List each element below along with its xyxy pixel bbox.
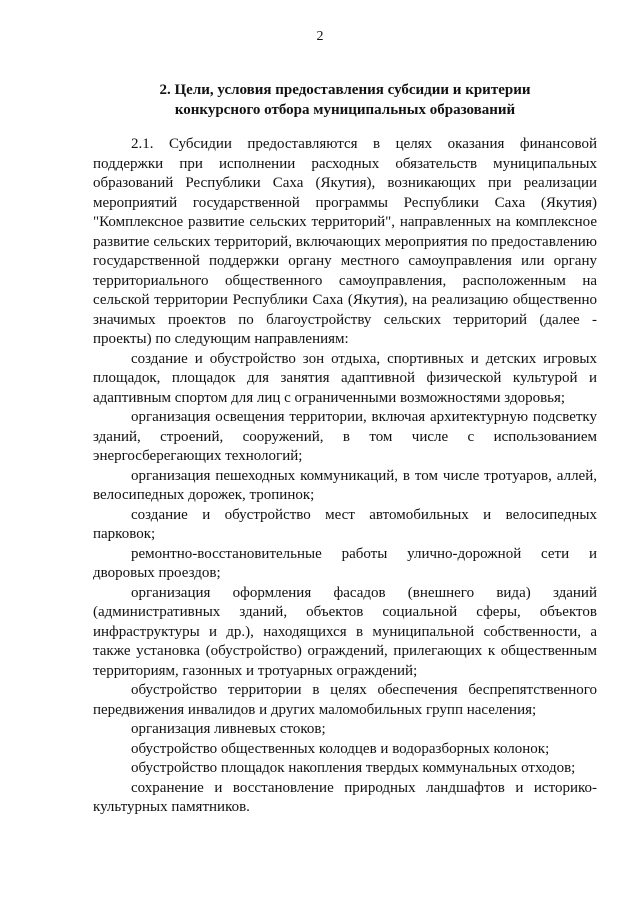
- list-item-storm-drains: организация ливневых стоков;: [131, 721, 326, 737]
- section-heading-line-1: 2. Цели, условия предоставления субсидии и критерии: [159, 82, 531, 98]
- section-heading-line-2: конкурсного отбора муниципальных образований: [174, 102, 516, 118]
- list-item-accessibility: обустройство территории в целях обеспечения беспрепятственного передвижения инвалидов и других маломобильных групп населения;: [93, 682, 597, 718]
- list-item-lighting: организация освещения территории, включая архитектурную подсветку зданий, строений, сооружений, в том числе с использованием энергосберегающих технологий;: [93, 409, 597, 464]
- list-item-waste-sites: обустройство площадок накопления твердых коммунальных отходов;: [131, 760, 576, 776]
- list-item-recreation-zones: создание и обустройство зон отдыха, спортивных и детских игровых площадок, площадок для занятия адаптивной физической культурой и адаптивным спортом для лиц с ограниченными возможностями здоровья;: [93, 350, 597, 406]
- list-item-wells: обустройство общественных колодцев и водоразборных колонок;: [131, 740, 550, 757]
- list-item-landscapes: сохранение и восстановление природных ландшафтов и историко-культурных памятников.: [93, 779, 597, 815]
- page-number: 2: [316, 29, 324, 44]
- list-item-facades: организация оформления фасадов (внешнего вида) зданий (административных зданий, объектов социальной сферы, объектов инфраструктуры и др.), находящихся в муниципальной собственности, а также установка (обустройство) ограждений, прилегающих к общественным территориям, газонных и тротуарных ограждений;: [93, 584, 597, 679]
- list-item-parking: создание и обустройство мест автомобильных и велосипедных парковок;: [93, 506, 597, 542]
- section-heading: [93, 80, 597, 120]
- list-item-road-repair: ремонтно-восстановительные работы улично-дорожной сети и дворовых проездов;: [93, 545, 597, 581]
- list-item-pedestrian: организация пешеходных коммуникаций, в том числе тротуаров, аллей, велосипедных дорожек, тропинок;: [93, 467, 597, 503]
- paragraph-2-1: 2.1. Субсидии предоставляются в целях оказания финансовой поддержки при исполнении расходных обязательств муниципальных образований Республики Саха (Якутия), возникающих при реализации мероприятий государственной программы Республики Саха (Якутия) "Комплексное развитие сельских территорий", направленных на комплексное развитие сельских территорий, включающих мероприятия по предоставлению государственной поддержки органу местного самоуправления или органу территориального общественного самоуправления, расположенным на сельской территории Республики Саха (Якутия), на реализацию общественно значимых проектов по благоустройству сельских территорий (далее - проекты) по следующим направлениям:: [93, 136, 597, 347]
- body-text: [93, 135, 597, 818]
